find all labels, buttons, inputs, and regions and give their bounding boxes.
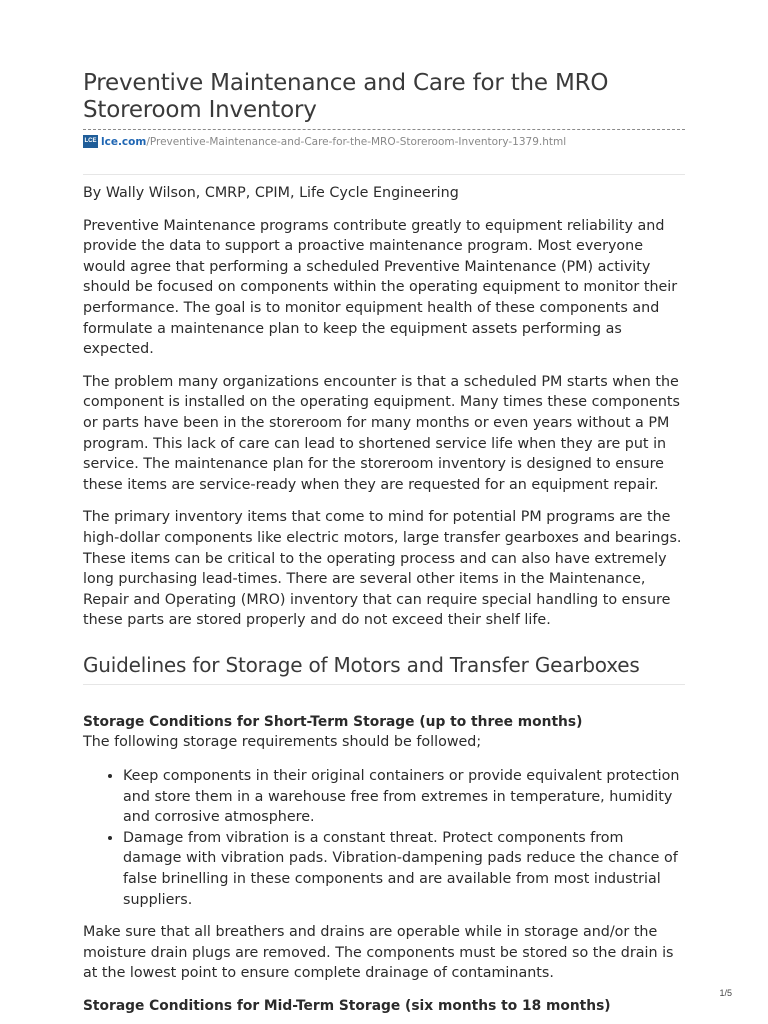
short-term-list <box>83 766 685 910</box>
short-term-closing: Make sure that all breathers and drains are operable while in storage and/or the moisture drain plugs are removed. The components must be stored so the drain is at the lowest point to ensure complete drainage of contaminants. <box>83 924 674 982</box>
mid-term-heading: Storage Conditions for Mid-Term Storage (six months to 18 months) <box>83 998 611 1014</box>
title-divider <box>83 129 685 130</box>
intro-paragraph-3: The primary inventory items that come to mind for potential PM programs are the high-dollar components like electric motors, large transfer gearboxes and bearings. These items can be critical to the operating process and can also have extremely long purchasing lead-times. There are several other items in the Maintenance, Repair and Operating (MRO) inventory that can require special handling to ensure these parts are stored properly and do not exceed their shelf life. <box>83 509 682 629</box>
section-heading: Guidelines for Storage of Motors and Transfer Gearboxes <box>83 652 640 677</box>
source-path[interactable]: /Preventive-Maintenance-and-Care-for-the-MRO-Storeroom-Inventory-1379.html <box>146 135 567 148</box>
page-number: 1/5 <box>719 988 732 998</box>
short-term-lead: The following storage requirements should be followed; <box>83 734 482 751</box>
list-item: • Damage from vibration is a constant threat. Protect components from damage with vibration pads. Vibration-dampening pads reduce the chance of false brinelling in these components and are available from most industrial suppliers. <box>123 828 685 910</box>
source-domain[interactable]: lce.com <box>101 135 147 148</box>
article <box>83 70 685 1017</box>
intro-paragraph-2: The problem many organizations encounter is that a scheduled PM starts when the component is installed on the operating equipment. Many times these components or parts have been in the storeroom for many months or even years without a PM program. This lack of care can lead to shortened service life when they are put in service. The maintenance plan for the storeroom inventory is designed to ensure these items are service-ready when they are requested for an equipment repair. <box>83 373 680 493</box>
site-logo-icon: LCE <box>83 135 98 148</box>
intro-paragraph-1: Preventive Maintenance programs contribute greatly to equipment reliability and provide the data to support a proactive maintenance program. Most everyone would agree that performing a scheduled Preventive Maintenance (PM) activity should be focused on components within the operating equipment to monitor their performance. The goal is to monitor equipment health of these components and formulate a maintenance plan to keep the equipment assets performing as expected. <box>83 217 678 358</box>
page-title: Preventive Maintenance and Care for the MRO Storeroom Inventory <box>83 70 609 123</box>
section-divider <box>83 684 685 685</box>
short-term-heading: Storage Conditions for Short-Term Storage (up to three months) <box>83 713 583 730</box>
byline: By Wally Wilson, CMRP, CPIM, Life Cycle Engineering <box>83 185 459 201</box>
list-item: • Keep components in their original containers or provide equivalent protection and store them in a warehouse free from extremes in temperature, humidity and corrosive atmosphere. <box>123 766 685 828</box>
source-url[interactable] <box>83 135 685 148</box>
header-divider <box>83 174 685 175</box>
